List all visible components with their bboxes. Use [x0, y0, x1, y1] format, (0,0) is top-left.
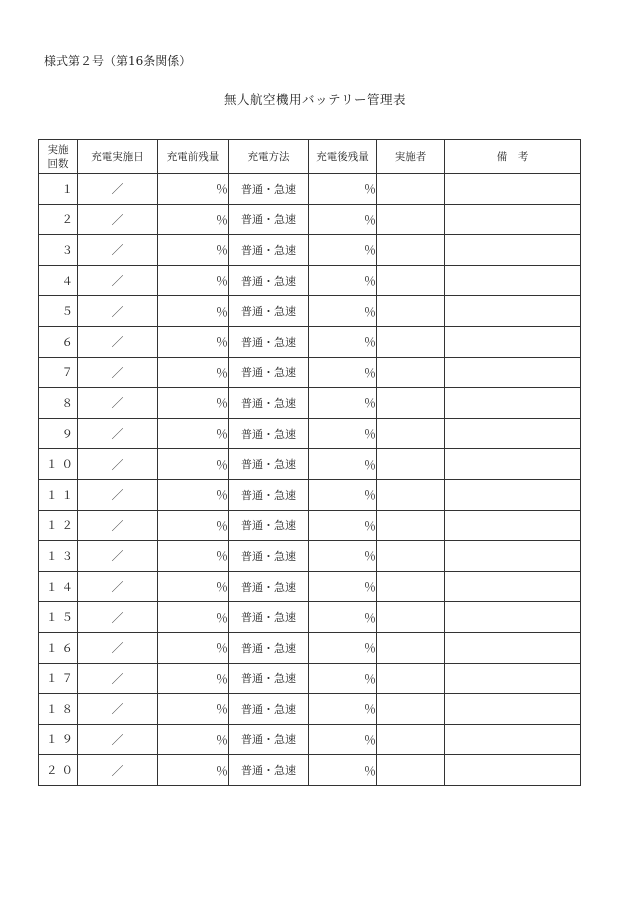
row-after-cell: ％: [309, 571, 377, 602]
row-method-cell: 普通・急速: [229, 326, 309, 357]
row-date-cell: ／: [78, 632, 158, 663]
row-remarks-cell[interactable]: [445, 388, 581, 419]
row-operator-cell[interactable]: [377, 265, 445, 296]
row-operator-cell[interactable]: [377, 204, 445, 235]
row-method-cell: 普通・急速: [229, 296, 309, 327]
table-row: [39, 663, 581, 694]
row-method-cell: 普通・急速: [229, 418, 309, 449]
row-after-cell: ％: [309, 326, 377, 357]
row-remarks-cell[interactable]: [445, 724, 581, 755]
row-method-cell: 普通・急速: [229, 602, 309, 633]
row-remarks-cell[interactable]: [445, 204, 581, 235]
row-operator-cell[interactable]: [377, 632, 445, 663]
row-after-cell: ％: [309, 204, 377, 235]
row-operator-cell[interactable]: [377, 235, 445, 266]
row-remarks-cell[interactable]: [445, 571, 581, 602]
row-before-cell: ％: [158, 632, 229, 663]
row-date-cell: ／: [78, 449, 158, 480]
row-operator-cell[interactable]: [377, 694, 445, 725]
row-count-cell: １４: [39, 571, 78, 602]
row-count-cell: １１: [39, 479, 78, 510]
row-count-cell: ５: [39, 296, 78, 327]
row-method-cell: 普通・急速: [229, 632, 309, 663]
header-after-charge: 充電後残量: [309, 140, 377, 174]
row-remarks-cell[interactable]: [445, 418, 581, 449]
table-row: [39, 388, 581, 419]
table-row: [39, 357, 581, 388]
table-row: [39, 235, 581, 266]
row-operator-cell[interactable]: [377, 510, 445, 541]
row-count-cell: １５: [39, 602, 78, 633]
row-count-cell: ９: [39, 418, 78, 449]
row-remarks-cell[interactable]: [445, 479, 581, 510]
row-method-cell: 普通・急速: [229, 357, 309, 388]
row-date-cell: ／: [78, 602, 158, 633]
row-before-cell: ％: [158, 388, 229, 419]
table-row: [39, 602, 581, 633]
header-count-line1: 実施: [47, 143, 69, 156]
row-remarks-cell[interactable]: [445, 449, 581, 480]
row-method-cell: 普通・急速: [229, 265, 309, 296]
row-remarks-cell[interactable]: [445, 755, 581, 786]
row-date-cell: ／: [78, 235, 158, 266]
row-date-cell: ／: [78, 694, 158, 725]
row-count-cell: １３: [39, 541, 78, 572]
table-row: [39, 755, 581, 786]
row-method-cell: 普通・急速: [229, 510, 309, 541]
row-after-cell: ％: [309, 174, 377, 205]
row-date-cell: ／: [78, 357, 158, 388]
table-row: [39, 724, 581, 755]
row-remarks-cell[interactable]: [445, 541, 581, 572]
row-before-cell: ％: [158, 265, 229, 296]
header-date: 充電実施日: [78, 140, 158, 174]
battery-log-table: [38, 139, 581, 786]
row-method-cell: 普通・急速: [229, 755, 309, 786]
header-count: [39, 140, 78, 174]
table-row: [39, 265, 581, 296]
row-date-cell: ／: [78, 418, 158, 449]
table-row: [39, 204, 581, 235]
row-after-cell: ％: [309, 510, 377, 541]
table-header-row: [39, 140, 581, 174]
table-row: [39, 479, 581, 510]
row-before-cell: ％: [158, 724, 229, 755]
row-method-cell: 普通・急速: [229, 571, 309, 602]
row-before-cell: ％: [158, 204, 229, 235]
row-count-cell: １２: [39, 510, 78, 541]
row-method-cell: 普通・急速: [229, 479, 309, 510]
table-row: [39, 571, 581, 602]
row-method-cell: 普通・急速: [229, 663, 309, 694]
row-remarks-cell[interactable]: [445, 265, 581, 296]
row-remarks-cell[interactable]: [445, 296, 581, 327]
row-operator-cell[interactable]: [377, 357, 445, 388]
table-body: [39, 174, 581, 786]
row-after-cell: ％: [309, 357, 377, 388]
table-row: [39, 632, 581, 663]
row-count-cell: ７: [39, 357, 78, 388]
row-remarks-cell[interactable]: [445, 663, 581, 694]
row-remarks-cell[interactable]: [445, 694, 581, 725]
row-after-cell: ％: [309, 296, 377, 327]
row-operator-cell[interactable]: [377, 755, 445, 786]
row-before-cell: ％: [158, 174, 229, 205]
form-number: 様式第２号（第16条関係）: [44, 54, 192, 68]
row-method-cell: 普通・急速: [229, 541, 309, 572]
row-before-cell: ％: [158, 602, 229, 633]
row-date-cell: ／: [78, 571, 158, 602]
table-row: [39, 418, 581, 449]
row-before-cell: ％: [158, 235, 229, 266]
row-method-cell: 普通・急速: [229, 388, 309, 419]
document-title: 無人航空機用バッテリー管理表: [223, 92, 406, 107]
row-count-cell: ８: [39, 388, 78, 419]
row-date-cell: ／: [78, 174, 158, 205]
row-date-cell: ／: [78, 204, 158, 235]
row-count-cell: １８: [39, 694, 78, 725]
row-remarks-cell[interactable]: [445, 357, 581, 388]
row-method-cell: 普通・急速: [229, 204, 309, 235]
row-after-cell: ％: [309, 418, 377, 449]
row-operator-cell[interactable]: [377, 663, 445, 694]
row-before-cell: ％: [158, 479, 229, 510]
row-after-cell: ％: [309, 663, 377, 694]
row-date-cell: ／: [78, 326, 158, 357]
row-before-cell: ％: [158, 571, 229, 602]
row-operator-cell[interactable]: [377, 418, 445, 449]
row-operator-cell[interactable]: [377, 326, 445, 357]
table-row: [39, 174, 581, 205]
header-operator: 実施者: [377, 140, 445, 174]
row-after-cell: ％: [309, 755, 377, 786]
row-date-cell: ／: [78, 265, 158, 296]
row-date-cell: ／: [78, 541, 158, 572]
row-before-cell: ％: [158, 296, 229, 327]
row-after-cell: ％: [309, 265, 377, 296]
row-method-cell: 普通・急速: [229, 235, 309, 266]
row-count-cell: １０: [39, 449, 78, 480]
row-count-cell: １６: [39, 632, 78, 663]
row-remarks-cell[interactable]: [445, 174, 581, 205]
header-count-line2: 回数: [47, 157, 69, 170]
row-before-cell: ％: [158, 418, 229, 449]
row-count-cell: ６: [39, 326, 78, 357]
table-row: [39, 541, 581, 572]
row-after-cell: ％: [309, 694, 377, 725]
row-before-cell: ％: [158, 663, 229, 694]
row-operator-cell[interactable]: [377, 724, 445, 755]
row-operator-cell[interactable]: [377, 296, 445, 327]
header-remarks: 備 考: [445, 140, 581, 174]
row-remarks-cell[interactable]: [445, 235, 581, 266]
row-after-cell: ％: [309, 479, 377, 510]
row-operator-cell[interactable]: [377, 388, 445, 419]
row-remarks-cell[interactable]: [445, 632, 581, 663]
row-count-cell: １９: [39, 724, 78, 755]
row-remarks-cell[interactable]: [445, 326, 581, 357]
row-after-cell: ％: [309, 602, 377, 633]
row-after-cell: ％: [309, 724, 377, 755]
row-date-cell: ／: [78, 755, 158, 786]
row-operator-cell[interactable]: [377, 541, 445, 572]
table-row: [39, 694, 581, 725]
row-date-cell: ／: [78, 663, 158, 694]
row-date-cell: ／: [78, 724, 158, 755]
row-count-cell: ４: [39, 265, 78, 296]
table-row: [39, 449, 581, 480]
row-count-cell: １７: [39, 663, 78, 694]
row-operator-cell[interactable]: [377, 449, 445, 480]
row-operator-cell[interactable]: [377, 174, 445, 205]
row-method-cell: 普通・急速: [229, 724, 309, 755]
table-row: [39, 510, 581, 541]
row-remarks-cell[interactable]: [445, 510, 581, 541]
row-count-cell: １: [39, 174, 78, 205]
row-before-cell: ％: [158, 326, 229, 357]
row-after-cell: ％: [309, 541, 377, 572]
row-count-cell: ２: [39, 204, 78, 235]
table-row: [39, 326, 581, 357]
row-before-cell: ％: [158, 541, 229, 572]
row-method-cell: 普通・急速: [229, 174, 309, 205]
row-date-cell: ／: [78, 388, 158, 419]
row-method-cell: 普通・急速: [229, 449, 309, 480]
header-before-charge: 充電前残量: [158, 140, 229, 174]
row-after-cell: ％: [309, 632, 377, 663]
table-row: [39, 296, 581, 327]
row-operator-cell[interactable]: [377, 571, 445, 602]
header-method: 充電方法: [229, 140, 309, 174]
row-after-cell: ％: [309, 388, 377, 419]
row-operator-cell[interactable]: [377, 602, 445, 633]
row-remarks-cell[interactable]: [445, 602, 581, 633]
row-before-cell: ％: [158, 357, 229, 388]
row-date-cell: ／: [78, 510, 158, 541]
row-operator-cell[interactable]: [377, 479, 445, 510]
row-before-cell: ％: [158, 694, 229, 725]
row-before-cell: ％: [158, 510, 229, 541]
row-date-cell: ／: [78, 479, 158, 510]
row-after-cell: ％: [309, 235, 377, 266]
row-method-cell: 普通・急速: [229, 694, 309, 725]
row-after-cell: ％: [309, 449, 377, 480]
row-before-cell: ％: [158, 449, 229, 480]
row-count-cell: ２０: [39, 755, 78, 786]
row-count-cell: ３: [39, 235, 78, 266]
row-date-cell: ／: [78, 296, 158, 327]
row-before-cell: ％: [158, 755, 229, 786]
